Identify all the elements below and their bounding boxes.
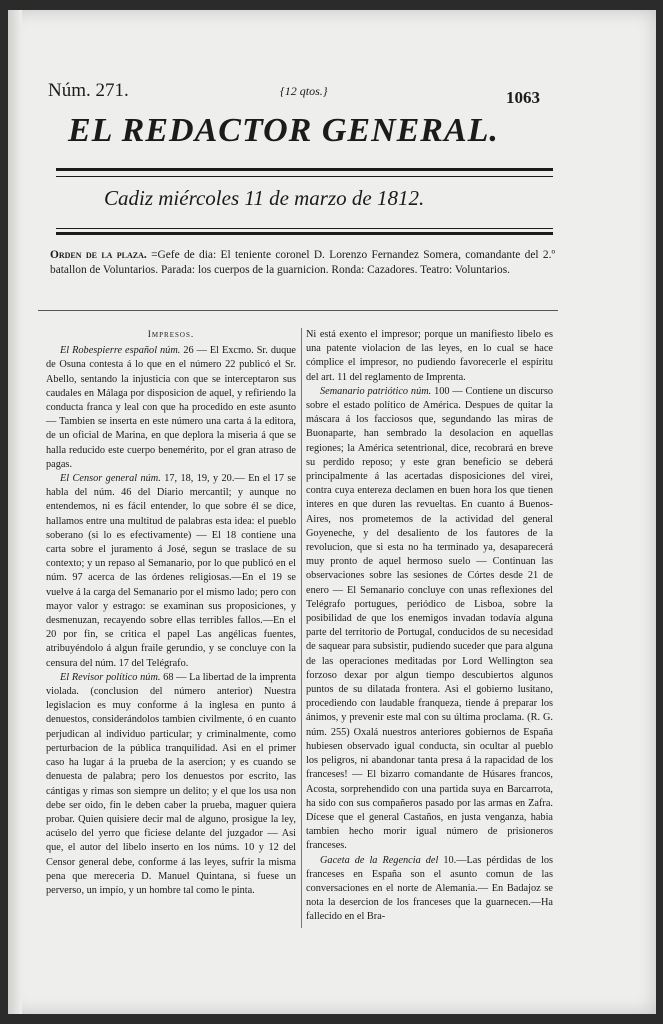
section-rule [38, 310, 558, 311]
article-title: El Robespierre español núm. [60, 345, 181, 357]
article-title: Semanario patriótico núm. [320, 385, 432, 397]
impresos-heading: Impresos. [147, 330, 195, 340]
article-revisor [46, 671, 296, 898]
right-column [306, 328, 553, 925]
article-gaceta [306, 854, 553, 925]
masthead-rule-thin [56, 176, 553, 177]
left-column [46, 328, 296, 898]
newspaper-page [8, 10, 656, 1014]
article-title: El Revisor político núm. [60, 671, 161, 683]
article-title: El Censor general núm. [60, 473, 161, 485]
orden-de-la-plaza [50, 248, 555, 278]
masthead-title: EL REDACTOR GENERAL. [68, 112, 499, 149]
dateline-rule-thick [56, 232, 553, 235]
orden-label: Orden de la plaza. [50, 249, 147, 261]
masthead-rule-thick [56, 168, 553, 171]
dateline-rule-thin [56, 228, 553, 229]
article-body: 10.—Las pérdidas de los franceses en España son el asunto comun de las conversaciones en el norte de Alemania.— En Badajoz se nota la desercion de los franceses que la guarnecen.—Ha fallecido en el Bra- [306, 854, 553, 923]
article-censor [46, 472, 296, 671]
article-robespierre [46, 344, 296, 472]
issue-number: Núm. 271. [48, 80, 129, 101]
column-divider [301, 328, 302, 928]
article-semanario [306, 385, 553, 854]
article-body: 68 — La libertad de la imprenta violada. (conclusion del número anterior) Nuestra legislacion es muy conforme á la inglesa en punto á denuestos, considerándolos tambien civilmente, ó en cuanto perjudican al individuo particular; y criminalmente, como perturbacion de la pública tranquilidad. Asi en el primer caso ha lugar á la prueba de la asercion; y es cuando se denuesta de palabra; pero los denuestos por escrito, las cántigas y rimas son siempre un delito; y el que los usa non debe ser oido, fin le deben caber la prueba, maguer quiera probar. Quien quisiere decir mal de alguno, prosigue la ley, acúselo del yerro que ficiese delante del juzgador — Asi que, el autor del libelo inserto en los núms. 10 y 12 del Censor general debe, conforme á las leyes, sufrir la misma pena que mereceria D. Manuel Quintana, si fuese un perverso, un impío, y un hombre tal como le pinta. [46, 671, 296, 896]
article-body: 26 — El Excmo. Sr. duque de Osuna contesta á lo que en el número 22 publicó el Sr. Abello, sentando la injusticia con que se interceptaron sus caudales en Málaga por disposicion de aquel, y refiriendo la conducta franca y leal con que ha procedido en este asunto — Tambien se inserta en este número una carta á la editora, de un oficial de Marina, en que deplora la miseria á que se halla reducido este cuerpo benemérito, por el gran atraso de pagas. [46, 345, 297, 470]
article-body: 17, 18, 19, y 20.— En el 17 se habla del núm. 46 del Diario mercantil; y aunque no entendemos, ni es fácil entender, lo que sobre él se dice, hallamos entre una multitud de palabras esta idea: el pueblo soberano (si lo es efectivamente) — El 18 contiene una carta sobre el juramento á José, segun se traslace de su contexto; y un repaso al Semanario, por lo que publicó en el núm. 97 acerca de las órdenes religiosas.—En el 19 se vuelve á la carga del Semanario por el mismo lado; pero con mayor valor y estrago: se examinan sus proposiciones, y desmenuzan, recayendo sobre ellas terribles fallos.—En el 20 por fin, se critica el papel Las angélicas fuentes, atribuyéndolo á algun fraile gerundio, y se concluye con la censura del núm. 17 del Telégrafo. [46, 473, 296, 669]
dateline: Cadiz miércoles 11 de marzo de 1812. [104, 186, 425, 210]
article-body: 100 — Contiene un discurso sobre el estado político de América. Despues de quitar la máscara á los facciosos que, segundando las miras de Buonaparte, han sembrado la desolacion en aquellas regiones; la América setentrional, dice, recobrará en breve su perdido reposo; y este gran beneficio se deberá principalmente á las acertadas disposiciones del virei, contra cuya entereza declamen en buen hora los que tienen interes en que duren las revueltas. En cuanto á Buenos-Aires, nos prometemos de la actividad del general Goyeneche, y del desaliento de los fautores de la revolucion, que si esta no ha terminado ya, desaparecerá muy pronto de aquel hermoso suelo — Continuan las observaciones sobre las sesiones de Córtes desde 21 de enero — El Semanario concluye con unas reflexiones del Telégrafo portugues, periódico de Lisboa, sobre la posibilidad de que los enemigos invadan todavía alguna parte del territorio de Portugal, conducidos de su necesidad de saquear para subsistir, pudiendo suceder que para alguna de las operaciones meditadas por Lord Wellington sea forzoso dexar por algun tiempo descubiertos algunos puntos de su dilatada frontera. Asi el gobierno lusitano, procediendo con laudable franqueza, tiende á preparar los ánimos, y prevenir este mal con su última proclama. (R. G. núm. 255) Oxalá nuestros anteriores gobiernos de España hubiesen observado igual conducta, sin ocultar al pueblo los peligros, ni abandonar tanta presa á la rapacidad de los franceses! — El bizarro comandante de Húsares francos, Acosta, sorprehendido con una partida suya en Barcarrota, ha sido con sus compañeros pasado por las armas en Zafra. Dícese que el general Castaños, en justa venganza, habia tambien hecho morir igual número de prisioneros franceses. [306, 385, 554, 852]
page-number: 1063 [506, 88, 540, 107]
article-continuation: Ni está exento el impresor; porque un manifiesto libelo es una patente violacion de las leyes, en lo cual se hace cómplice el impresor, no pudiendo favorecerle el espíritu del art. 11 del reglamento de Imprenta. [306, 329, 553, 383]
article-title: Gaceta de la Regencia del [320, 854, 439, 866]
orden-text: =Gefe de dia: El teniente coronel D. Lorenzo Fernandez Somera, comandante del 2.º batallon de Voluntarios. Parada: los cuerpos de la guarnicion. Ronda: Cazadores. Teatro: Voluntarios. [50, 249, 555, 276]
issue-price: {12 qtos.} [280, 84, 328, 98]
